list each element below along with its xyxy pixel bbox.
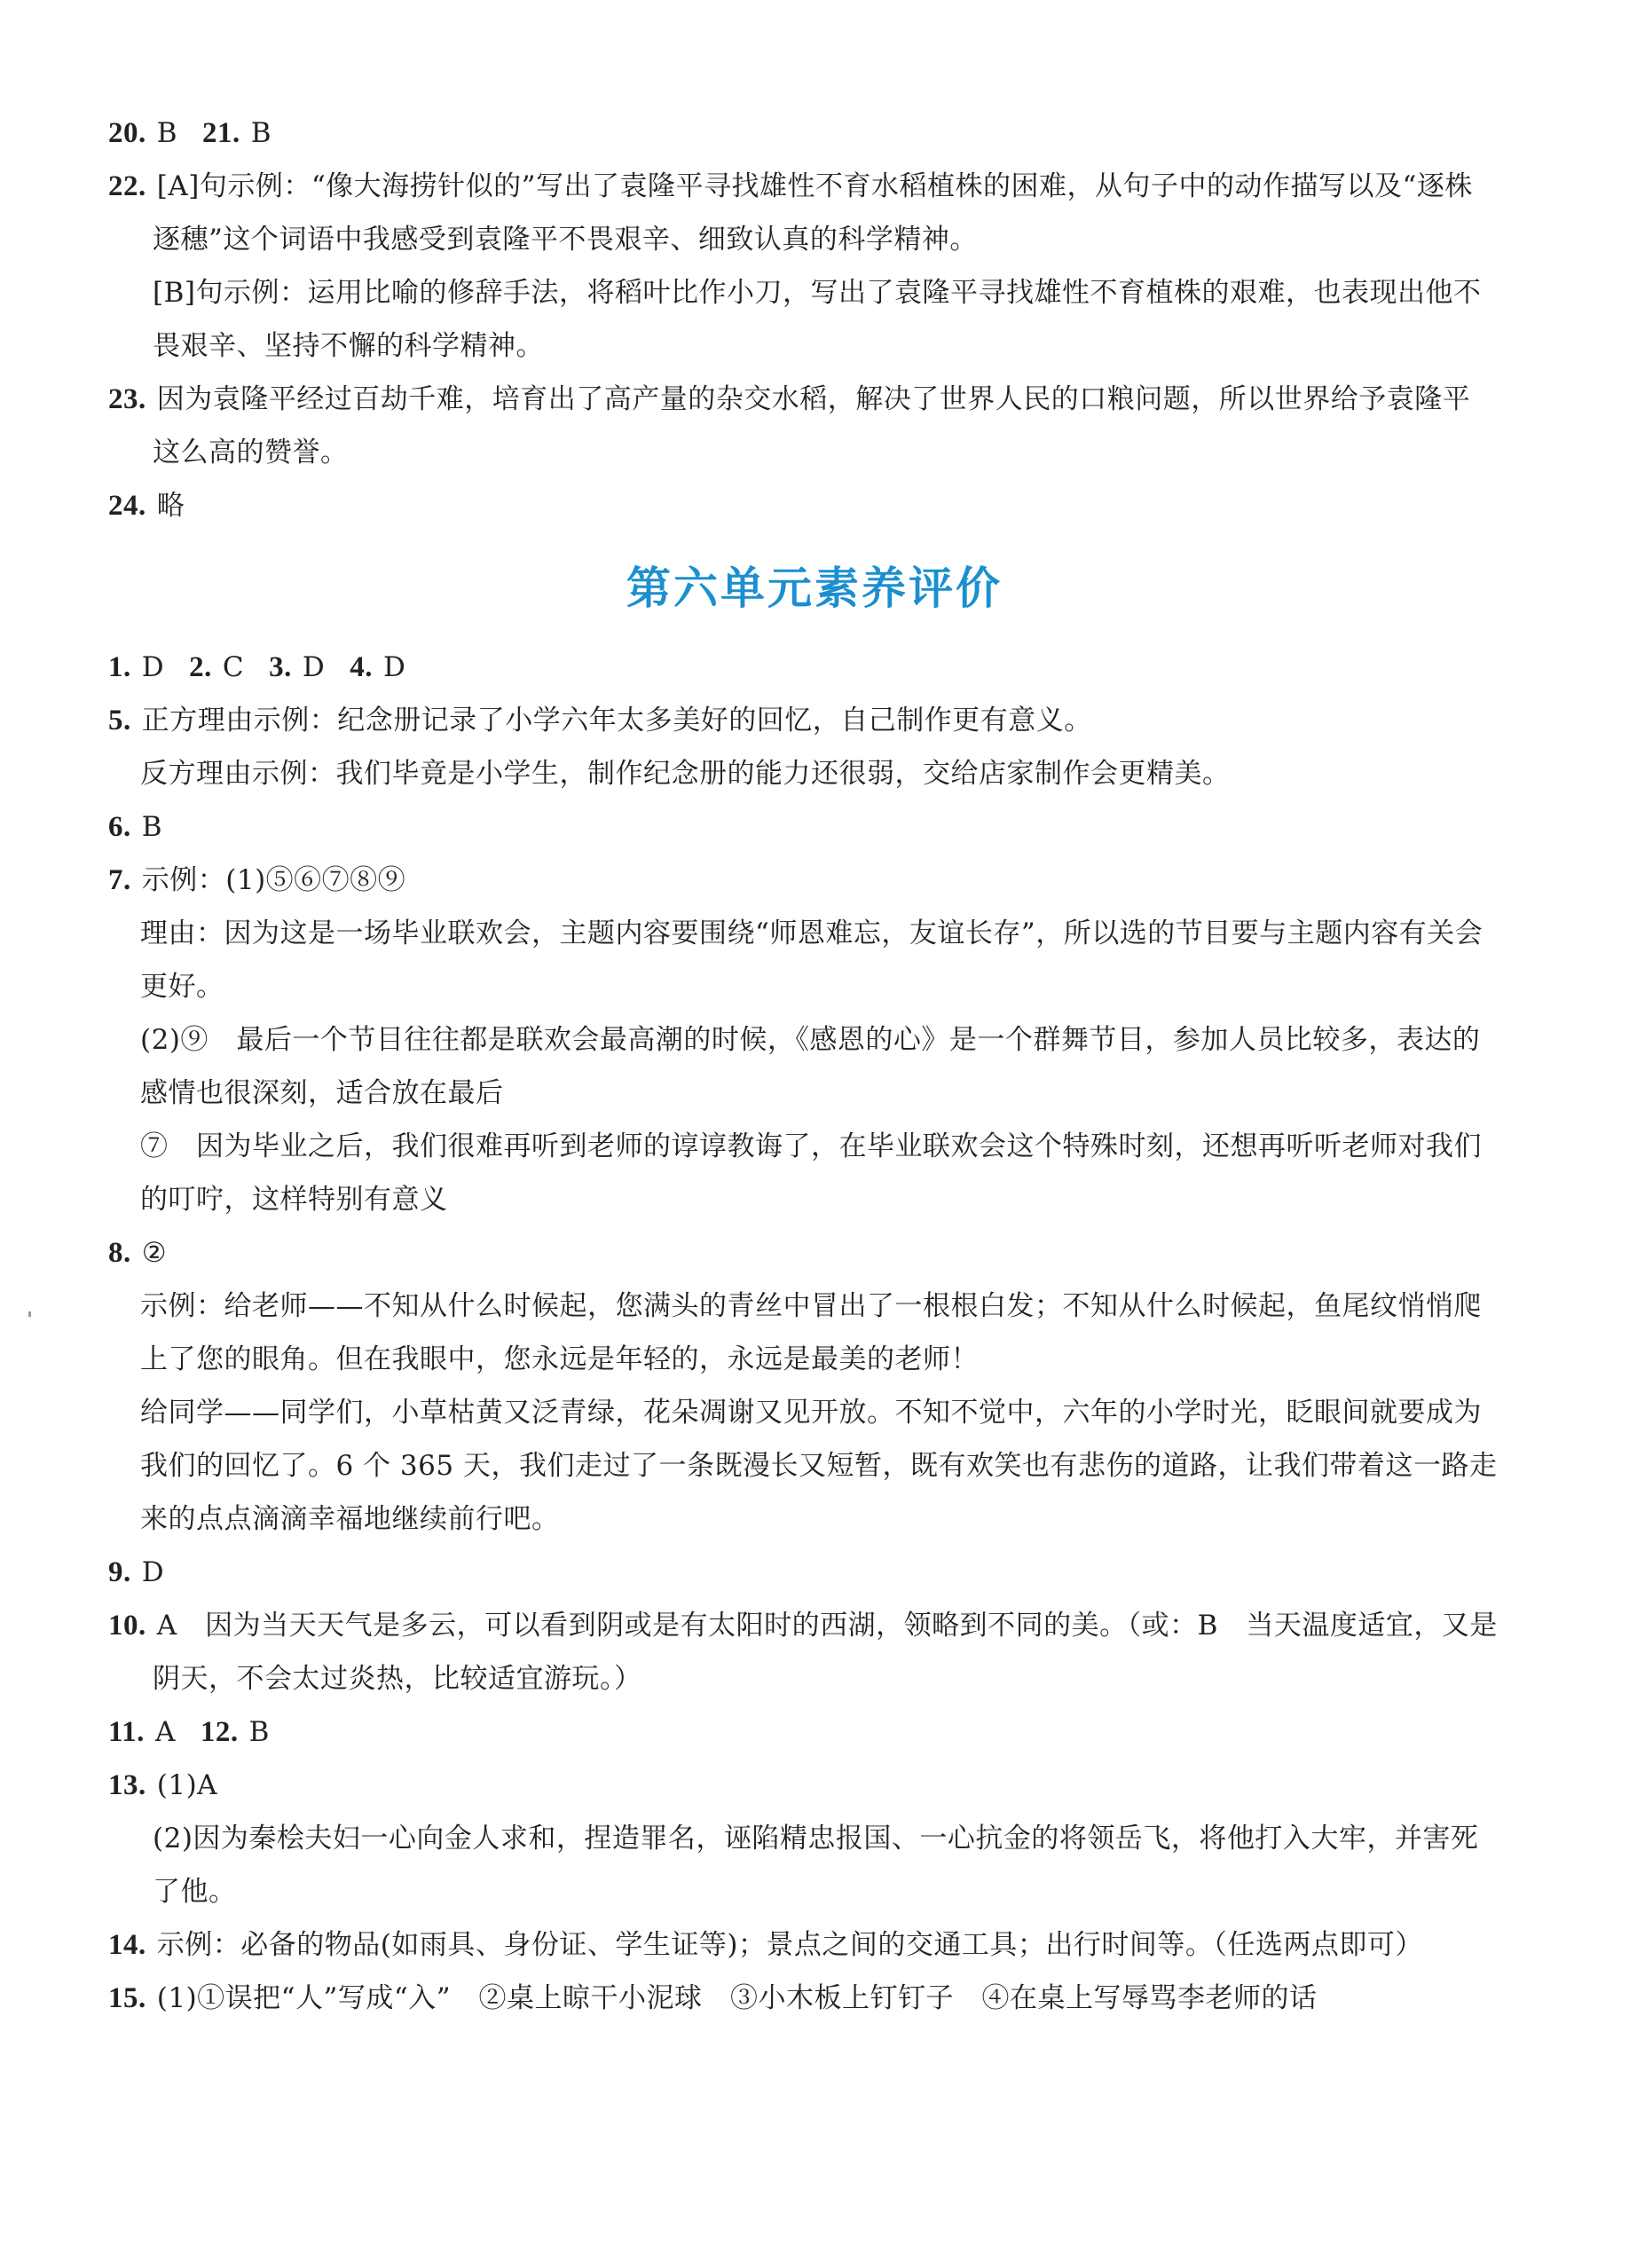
answer-line-q23 (108, 380, 1470, 419)
question-number-23: 23. (108, 383, 146, 415)
answer-q7-line-3: 更好。 (140, 971, 224, 1003)
answer-q7-line-4: (2)⑨ 最后一个节目往往都是联欢会最高潮的时候，《感恩的心》是一个群舞节目，参加人员比较多，表达的 (140, 1024, 1481, 1056)
answer-q11: A (154, 1716, 176, 1748)
answer-line-q8 (108, 1233, 167, 1272)
answer-q22-line-4: 畏艰辛、坚持不懈的科学精神。 (153, 330, 544, 362)
answer-q8-line-5: 我们的回忆了。6 个 365 天，我们走过了一条既漫长又短暂，既有欢笑也有悲伤的道路，让我们带着这一路走 (140, 1450, 1498, 1482)
answer-line-q14 (108, 1925, 1423, 1965)
answer-line-q13 (108, 1766, 217, 1805)
answer-q9: D (141, 1556, 165, 1588)
answer-q8-line-3: 上了您的眼角。但在我眼中，您永远是年轻的，永远是最美的老师！ (140, 1343, 979, 1375)
question-number-4: 4. (350, 651, 373, 683)
answer-line-q10 (108, 1606, 1498, 1645)
answer-q8-line-2: 示例：给老师——不知从什么时候起，您满头的青丝中冒出了一根根白发；不知从什么时候起，鱼尾纹悄悄爬 (140, 1290, 1482, 1322)
answer-q2: C (222, 651, 245, 683)
question-number-21: 21. (202, 117, 240, 149)
answer-q5-line-1: 正方理由示例：纪念册记录了小学六年太多美好的回忆，自己制作更有意义。 (141, 705, 1092, 736)
answer-q20: B (156, 117, 178, 149)
answer-q12: B (248, 1716, 270, 1748)
question-number-10: 10. (108, 1610, 146, 1642)
question-number-2: 2. (189, 651, 212, 683)
answer-line-q11-q12 (108, 1713, 270, 1752)
answer-line-q6 (108, 807, 162, 847)
question-number-8: 8. (108, 1237, 131, 1269)
answer-q13-line-2: (2)因为秦桧夫妇一心向金人求和，捏造罪名，诬陷精忠报国、一心抗金的将领岳飞，将他打入大牢，并害死 (153, 1823, 1479, 1855)
answer-q7-line-7: 的叮咛，这样特别有意义 (140, 1184, 448, 1216)
answer-line-q1-q4 (108, 648, 405, 687)
section-title: 第六单元素养评价 (626, 563, 1003, 614)
answer-q8-line-1: ② (141, 1237, 168, 1269)
answer-q15-line-1: (1)①误把“人”写成“入” ②桌上晾干小泥球 ③小木板上钉钉子 ④在桌上写辱骂李老师的话 (156, 1982, 1318, 2014)
answer-q21: B (250, 117, 272, 149)
answer-q1: D (141, 651, 165, 683)
scan-speck (28, 1311, 31, 1317)
question-number-5: 5. (108, 705, 131, 736)
question-number-24: 24. (108, 490, 146, 522)
question-number-3: 3. (269, 651, 292, 683)
question-number-9: 9. (108, 1556, 131, 1588)
answer-q7-line-1: 示例：(1)⑤⑥⑦⑧⑨ (141, 864, 406, 896)
answer-q7-line-2: 理由：因为这是一场毕业联欢会，主题内容要围绕“师恩难忘，友谊长存”，所以选的节目要与主题内容有关会 (140, 917, 1483, 949)
answer-q8-line-6: 来的点点滴滴幸福地继续前行吧。 (140, 1503, 560, 1535)
answer-q24: 略 (156, 490, 185, 522)
answer-q7-line-6: ⑦ 因为毕业之后，我们很难再听到老师的谆谆教诲了，在毕业联欢会这个特殊时刻，还想再听听老师对我们 (140, 1130, 1482, 1162)
answer-q7-line-5: 感情也很深刻，适合放在最后 (140, 1077, 504, 1109)
question-number-14: 14. (108, 1929, 146, 1961)
answer-q4: D (382, 651, 406, 683)
question-number-6: 6. (108, 811, 131, 843)
answer-line-q24 (108, 486, 185, 525)
answer-q22-line-3: [B]句示例：运用比喻的修辞手法，将稻叶比作小刀，写出了袁隆平寻找雄性不育植株的艰难，也表现出他不 (153, 277, 1482, 309)
question-number-12: 12. (200, 1716, 239, 1748)
question-number-13: 13. (108, 1769, 146, 1801)
answer-q8-line-4: 给同学——同学们，小草枯黄又泛青绿，花朵凋谢又见开放。不知不觉中，六年的小学时光，眨眼间就要成为 (140, 1397, 1482, 1429)
question-number-20: 20. (108, 117, 146, 149)
answer-line-q5 (108, 701, 1092, 740)
answer-q22-line-2: 逐穗”这个词语中我感受到袁隆平不畏艰辛、细致认真的科学精神。 (153, 224, 978, 256)
answer-line-q9 (108, 1553, 164, 1592)
answer-q14-line-1: 示例：必备的物品(如雨具、身份证、学生证等)；景点之间的交通工具；出行时间等。（任选两点即可） (156, 1929, 1423, 1961)
question-number-22: 22. (108, 170, 146, 202)
answer-line-q7 (108, 861, 405, 900)
question-number-15: 15. (108, 1982, 146, 2014)
answer-line-q22 (108, 167, 1473, 206)
answer-q22-line-1: [A]句示例：“像大海捞针似的”写出了袁隆平寻找雄性不育水稻植株的困难，从句子中的动作描写以及“逐株 (156, 170, 1473, 202)
answer-q23-line-1: 因为袁隆平经过百劫千难，培育出了高产量的杂交水稻，解决了世界人民的口粮问题，所以世界给予袁隆平 (156, 383, 1471, 415)
question-number-7: 7. (108, 864, 131, 896)
answer-q5-line-2: 反方理由示例：我们毕竟是小学生，制作纪念册的能力还很弱，交给店家制作会更精美。 (140, 758, 1231, 790)
answer-q10-line-1: A 因为当天天气是多云，可以看到阴或是有太阳时的西湖，领略到不同的美。（或：B 当天温度适宜，又是 (156, 1610, 1498, 1642)
question-number-11: 11. (108, 1716, 145, 1748)
answer-q23-line-2: 这么高的赞誉。 (153, 437, 349, 469)
question-number-1: 1. (108, 651, 131, 683)
answer-q13-line-3: 了他。 (153, 1876, 237, 1908)
answer-q3: D (302, 651, 326, 683)
answer-q13-line-1: (1)A (156, 1769, 218, 1801)
answer-q6: B (141, 811, 163, 843)
answer-line-q20-q21 (108, 114, 272, 153)
answer-line-q15 (108, 1979, 1318, 2018)
answer-q10-line-2: 阴天，不会太过炎热，比较适宜游玩。） (153, 1663, 642, 1695)
